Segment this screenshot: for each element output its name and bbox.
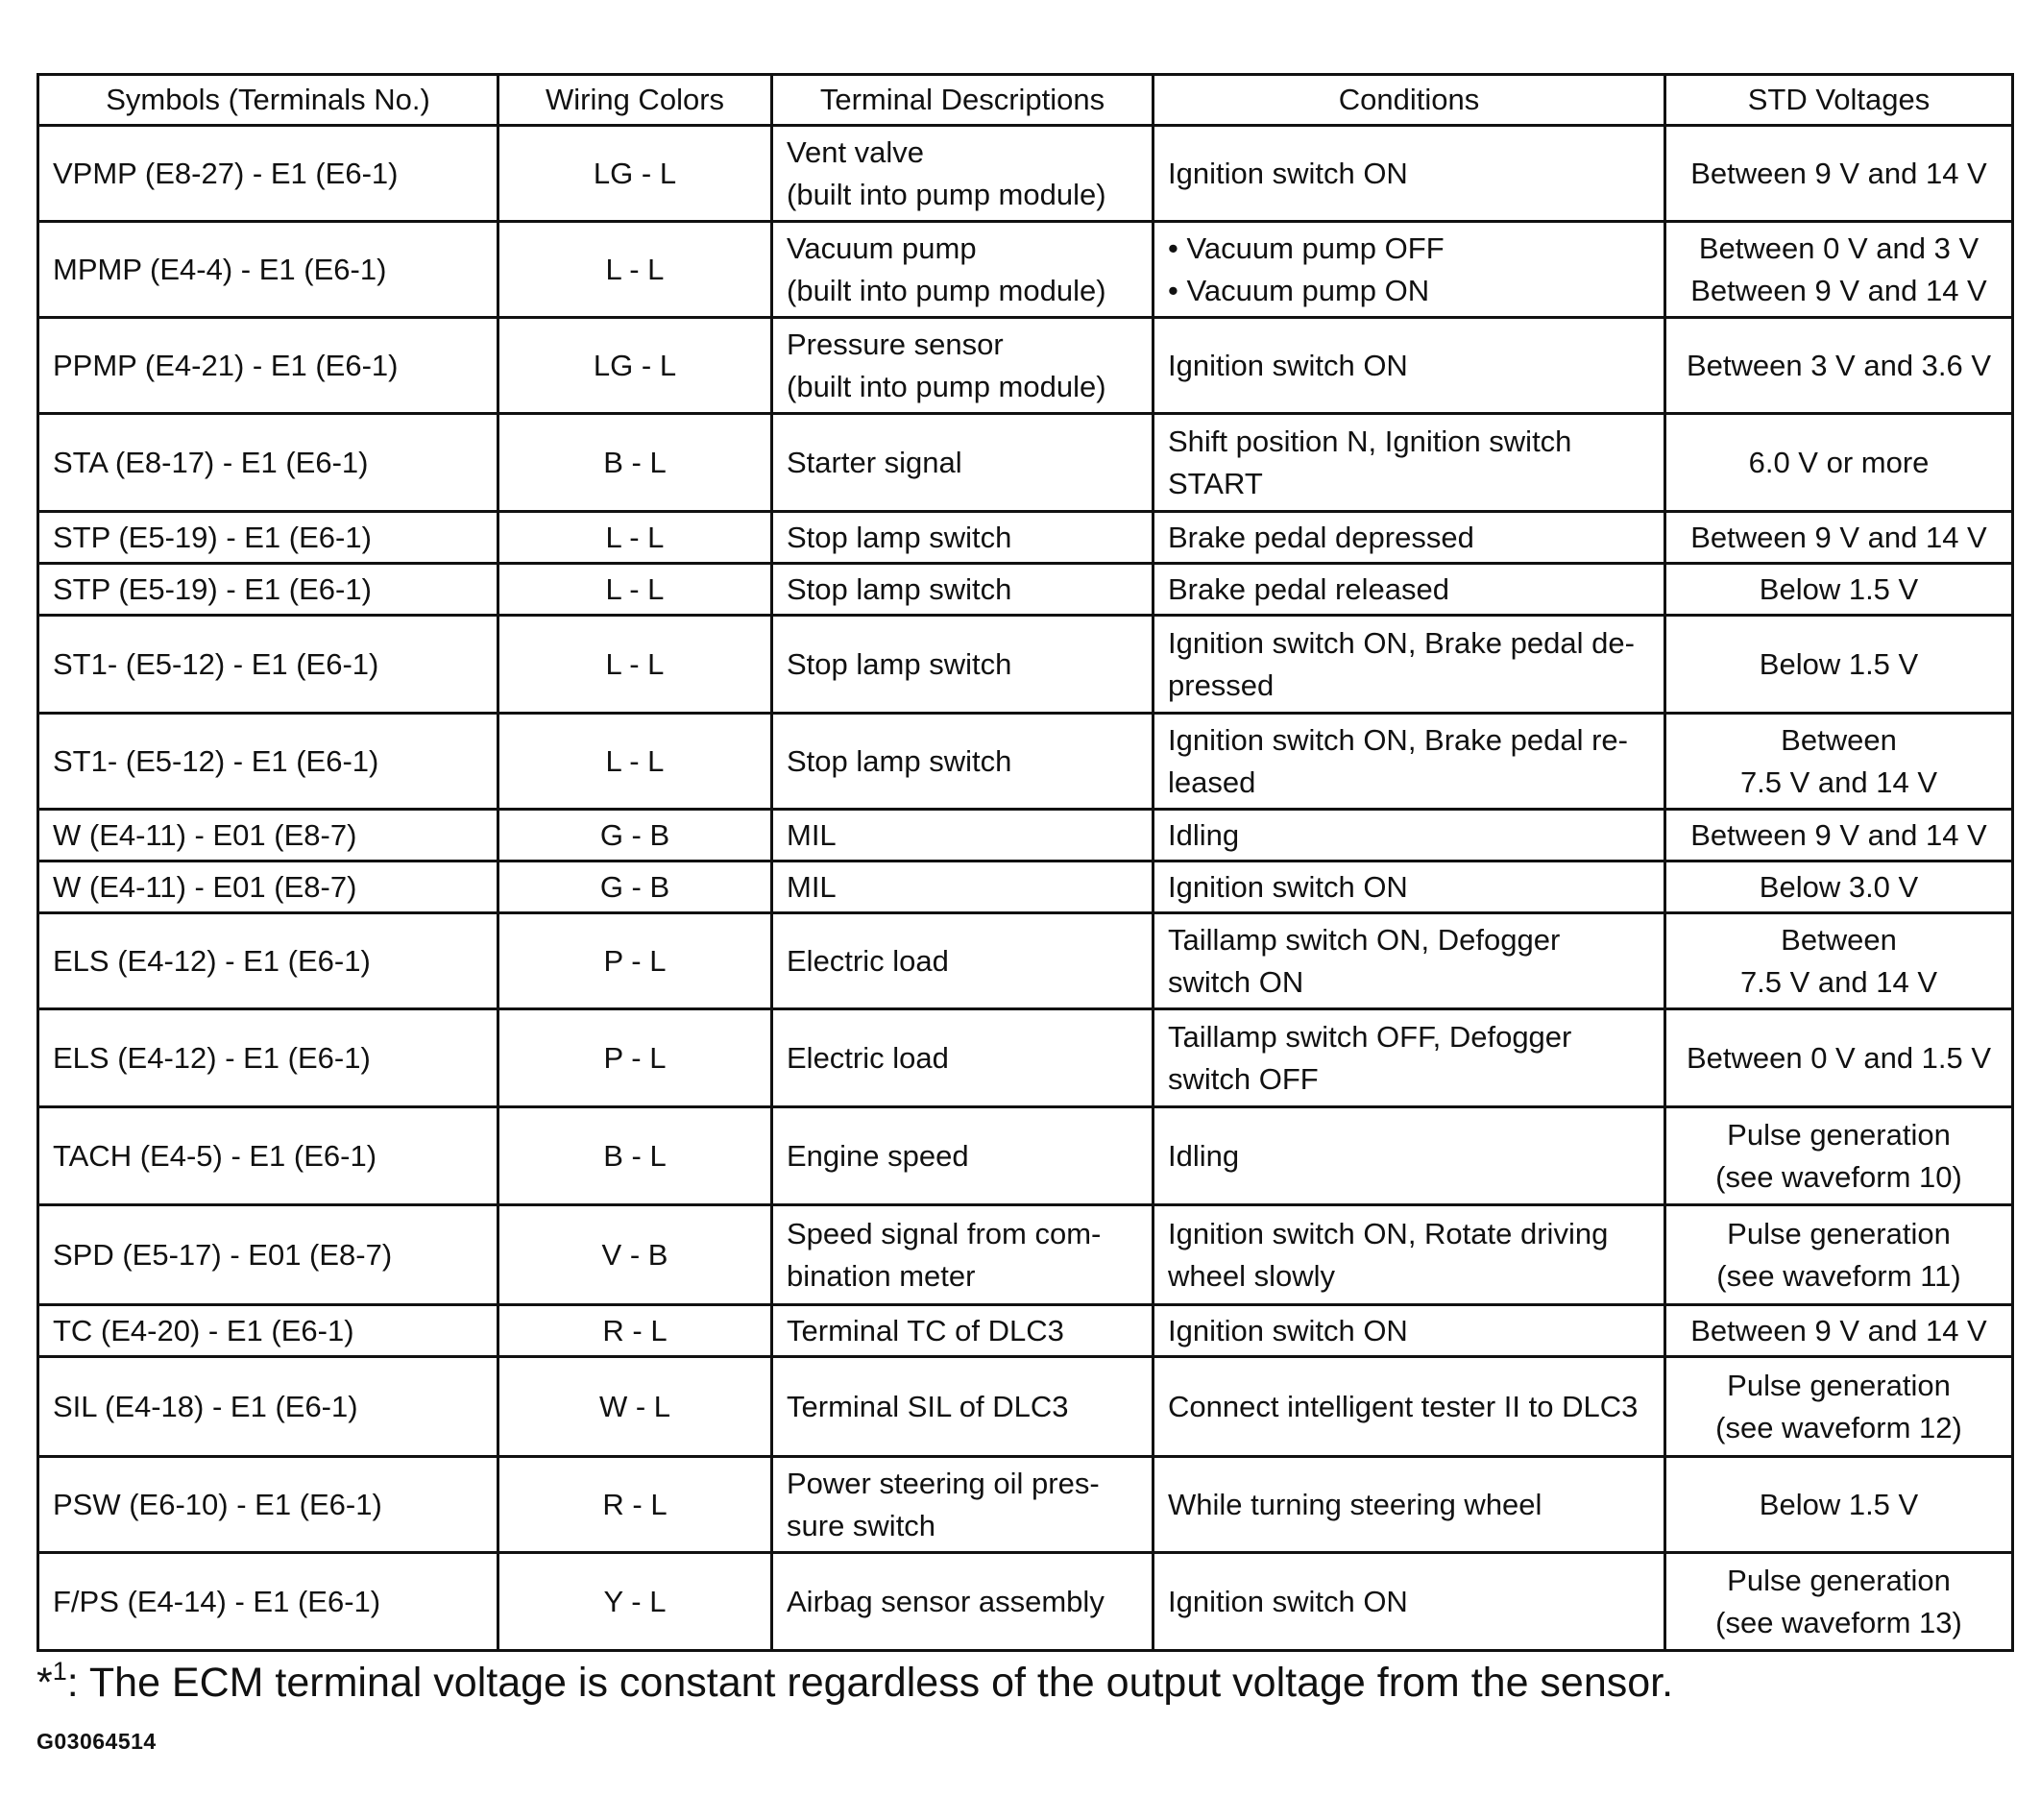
cell-std-voltage (1665, 1009, 2013, 1107)
cell-symbol: W (E4-11) - E01 (E8-7) (38, 861, 498, 913)
cell-wiring-color: L - L (498, 512, 772, 564)
cell-conditions (1154, 1305, 1665, 1357)
cell-description-line: Vacuum pump (787, 231, 977, 265)
cell-symbol: ST1- (E5-12) - E1 (E6-1) (38, 714, 498, 810)
cell-std-voltage-line: (see waveform 13) (1715, 1605, 1962, 1639)
cell-description (772, 714, 1154, 810)
cell-symbol: W (E4-11) - E01 (E8-7) (38, 810, 498, 861)
cell-conditions (1154, 810, 1665, 861)
cell-std-voltage-line: Between 0 V and 3 V (1698, 231, 1979, 265)
cell-std-voltage-line: Pulse generation (1727, 1368, 1951, 1402)
table-row (38, 913, 2013, 1009)
cell-conditions (1154, 222, 1665, 318)
cell-conditions (1154, 1553, 1665, 1651)
cell-std-voltage (1665, 222, 2013, 318)
cell-conditions-line: Ignition switch ON, Brake pedal re- (1168, 722, 1628, 757)
cell-description-line: Terminal SIL of DLC3 (787, 1389, 1069, 1423)
cell-std-voltage-line: Between 9 V and 14 V (1690, 520, 1987, 554)
cell-symbol: F/PS (E4-14) - E1 (E6-1) (38, 1553, 498, 1651)
cell-wiring-color: L - L (498, 222, 772, 318)
cell-description-line: Starter signal (787, 445, 962, 479)
cell-description-line: Stop lamp switch (787, 743, 1012, 778)
cell-description-line: bination meter (787, 1258, 976, 1293)
cell-wiring-color: LG - L (498, 126, 772, 222)
cell-description (772, 1205, 1154, 1305)
cell-std-voltage (1665, 512, 2013, 564)
cell-conditions-line: Shift position N, Ignition switch (1168, 424, 1572, 458)
cell-description-line: Pressure sensor (787, 327, 1004, 361)
cell-conditions-line: Brake pedal released (1168, 571, 1449, 606)
footnote-mark: * (36, 1660, 53, 1706)
cell-std-voltage (1665, 616, 2013, 714)
cell-conditions (1154, 1205, 1665, 1305)
cell-description-line: (built into pump module) (787, 273, 1106, 307)
cell-wiring-color: R - L (498, 1457, 772, 1553)
cell-symbol: TACH (E4-5) - E1 (E6-1) (38, 1107, 498, 1205)
table-header-row (38, 75, 2013, 126)
cell-description (772, 1457, 1154, 1553)
table-row (38, 1305, 2013, 1357)
cell-conditions-line: Ignition switch ON (1168, 348, 1408, 382)
cell-symbol: STP (E5-19) - E1 (E6-1) (38, 564, 498, 616)
header-terminal-descriptions: Terminal Descriptions (772, 75, 1154, 126)
cell-description-line: MIL (787, 817, 837, 852)
cell-std-voltage-line: Between (1781, 922, 1897, 957)
table-row (38, 1107, 2013, 1205)
cell-symbol: STP (E5-19) - E1 (E6-1) (38, 512, 498, 564)
cell-conditions-line: Ignition switch ON, Brake pedal de- (1168, 625, 1635, 660)
cell-std-voltage-line: 7.5 V and 14 V (1739, 964, 1938, 999)
cell-description-line: Electric load (787, 1040, 949, 1075)
cell-conditions-line: START (1168, 466, 1263, 500)
table-row (38, 1553, 2013, 1651)
cell-description-line: Speed signal from com- (787, 1216, 1102, 1250)
cell-description-line: (built into pump module) (787, 177, 1106, 211)
cell-conditions (1154, 714, 1665, 810)
cell-wiring-color: R - L (498, 1305, 772, 1357)
cell-std-voltage (1665, 318, 2013, 414)
cell-conditions-line: switch ON (1168, 964, 1304, 999)
cell-conditions-line: wheel slowly (1168, 1258, 1336, 1293)
cell-std-voltage-line: Below 1.5 V (1759, 1487, 1919, 1521)
header-wiring-colors: Wiring Colors (498, 75, 772, 126)
table-row (38, 1457, 2013, 1553)
cell-description-line: (built into pump module) (787, 369, 1106, 403)
cell-conditions-line: Ignition switch ON (1168, 1313, 1408, 1347)
cell-std-voltage-line: Between 0 V and 1.5 V (1686, 1040, 1992, 1075)
cell-conditions (1154, 1009, 1665, 1107)
cell-conditions-line: Connect intelligent tester II to DLC3 (1168, 1389, 1639, 1423)
cell-std-voltage-line: 7.5 V and 14 V (1739, 764, 1938, 799)
cell-conditions-line: leased (1168, 764, 1256, 799)
cell-std-voltage-line: (see waveform 11) (1716, 1258, 1961, 1293)
cell-description (772, 126, 1154, 222)
cell-wiring-color: B - L (498, 414, 772, 512)
cell-description-line: Electric load (787, 943, 949, 978)
cell-symbol: MPMP (E4-4) - E1 (E6-1) (38, 222, 498, 318)
cell-symbol: VPMP (E8-27) - E1 (E6-1) (38, 126, 498, 222)
cell-symbol: ST1- (E5-12) - E1 (E6-1) (38, 616, 498, 714)
cell-std-voltage (1665, 714, 2013, 810)
cell-std-voltage-line: Between 9 V and 14 V (1690, 817, 1987, 852)
cell-std-voltage (1665, 1205, 2013, 1305)
cell-std-voltage-line: Between (1781, 722, 1897, 757)
cell-description-line: Stop lamp switch (787, 571, 1012, 606)
cell-wiring-color: G - B (498, 861, 772, 913)
cell-description-line: Stop lamp switch (787, 646, 1012, 681)
header-std-voltages: STD Voltages (1665, 75, 2013, 126)
cell-wiring-color: B - L (498, 1107, 772, 1205)
cell-conditions (1154, 564, 1665, 616)
cell-std-voltage (1665, 564, 2013, 616)
cell-symbol: TC (E4-20) - E1 (E6-1) (38, 1305, 498, 1357)
cell-wiring-color: L - L (498, 564, 772, 616)
header-conditions: Conditions (1154, 75, 1665, 126)
cell-symbol: PPMP (E4-21) - E1 (E6-1) (38, 318, 498, 414)
cell-conditions (1154, 1457, 1665, 1553)
cell-std-voltage-line: Pulse generation (1727, 1563, 1951, 1597)
cell-conditions-line: While turning steering wheel (1168, 1487, 1542, 1521)
cell-std-voltage (1665, 913, 2013, 1009)
footnote-text: : The ECM terminal voltage is constant regardless of the output voltage from the sensor. (66, 1660, 1674, 1706)
table-row (38, 714, 2013, 810)
cell-description (772, 512, 1154, 564)
cell-description (772, 1305, 1154, 1357)
table-row (38, 512, 2013, 564)
cell-conditions-line: • Vacuum pump OFF (1168, 231, 1445, 265)
cell-description-line: MIL (787, 869, 837, 904)
cell-symbol: ELS (E4-12) - E1 (E6-1) (38, 913, 498, 1009)
header-symbols: Symbols (Terminals No.) (38, 75, 498, 126)
footnote-number: 1 (52, 1657, 67, 1686)
cell-conditions (1154, 512, 1665, 564)
cell-conditions-line: Ignition switch ON, Rotate driving (1168, 1216, 1609, 1250)
cell-wiring-color: L - L (498, 714, 772, 810)
cell-conditions-line: pressed (1168, 667, 1275, 702)
cell-std-voltage-line: Below 1.5 V (1759, 646, 1919, 681)
cell-std-voltage (1665, 1457, 2013, 1553)
table-row (38, 126, 2013, 222)
cell-std-voltage (1665, 126, 2013, 222)
cell-std-voltage-line: 6.0 V or more (1748, 445, 1930, 479)
table-row (38, 1009, 2013, 1107)
cell-std-voltage-line: Pulse generation (1727, 1216, 1951, 1250)
cell-symbol: ELS (E4-12) - E1 (E6-1) (38, 1009, 498, 1107)
table-row (38, 222, 2013, 318)
cell-wiring-color: G - B (498, 810, 772, 861)
cell-conditions (1154, 414, 1665, 512)
cell-std-voltage-line: Below 1.5 V (1759, 571, 1919, 606)
cell-std-voltage (1665, 861, 2013, 913)
cell-std-voltage-line: Between 9 V and 14 V (1690, 1313, 1987, 1347)
cell-conditions (1154, 126, 1665, 222)
table-row (38, 616, 2013, 714)
cell-description (772, 913, 1154, 1009)
cell-wiring-color: V - B (498, 1205, 772, 1305)
cell-conditions-line: Taillamp switch ON, Defogger (1168, 922, 1561, 957)
cell-description (772, 1357, 1154, 1457)
cell-std-voltage-line: (see waveform 12) (1715, 1410, 1962, 1444)
footnote (36, 1657, 1673, 1707)
cell-wiring-color: P - L (498, 1009, 772, 1107)
cell-description-line: Engine speed (787, 1138, 969, 1173)
figure-id: G03064514 (36, 1729, 157, 1754)
cell-std-voltage (1665, 1357, 2013, 1457)
cell-description-line: Airbag sensor assembly (787, 1584, 1105, 1618)
cell-conditions (1154, 1107, 1665, 1205)
cell-std-voltage (1665, 810, 2013, 861)
cell-description (772, 616, 1154, 714)
cell-std-voltage-line: Pulse generation (1727, 1117, 1951, 1152)
cell-description (772, 1553, 1154, 1651)
table-row (38, 318, 2013, 414)
table-row (38, 861, 2013, 913)
table-row (38, 810, 2013, 861)
terminal-voltage-table (36, 73, 2014, 1652)
cell-conditions (1154, 1357, 1665, 1457)
cell-std-voltage-line: (see waveform 10) (1715, 1159, 1962, 1194)
table-row (38, 564, 2013, 616)
cell-description (772, 1107, 1154, 1205)
cell-conditions (1154, 913, 1665, 1009)
cell-std-voltage (1665, 1553, 2013, 1651)
cell-conditions-line: • Vacuum pump ON (1168, 273, 1430, 307)
cell-conditions (1154, 861, 1665, 913)
cell-std-voltage-line: Between 9 V and 14 V (1690, 156, 1987, 190)
cell-std-voltage-line: Between 9 V and 14 V (1690, 273, 1987, 307)
table-row (38, 1357, 2013, 1457)
cell-description (772, 564, 1154, 616)
cell-symbol: PSW (E6-10) - E1 (E6-1) (38, 1457, 498, 1553)
cell-description (772, 222, 1154, 318)
cell-wiring-color: W - L (498, 1357, 772, 1457)
cell-std-voltage-line: Between 3 V and 3.6 V (1686, 348, 1992, 382)
cell-description (772, 1009, 1154, 1107)
cell-symbol: SIL (E4-18) - E1 (E6-1) (38, 1357, 498, 1457)
cell-symbol: SPD (E5-17) - E01 (E8-7) (38, 1205, 498, 1305)
table-row (38, 414, 2013, 512)
cell-description-line: Power steering oil pres- (787, 1466, 1100, 1500)
cell-description-line: sure switch (787, 1508, 936, 1542)
cell-std-voltage-line: Below 3.0 V (1759, 869, 1919, 904)
cell-wiring-color: LG - L (498, 318, 772, 414)
cell-conditions-line: Idling (1168, 1138, 1240, 1173)
cell-description-line: Stop lamp switch (787, 520, 1012, 554)
cell-wiring-color: Y - L (498, 1553, 772, 1651)
cell-description-line: Vent valve (787, 134, 925, 169)
cell-description (772, 810, 1154, 861)
cell-description (772, 318, 1154, 414)
cell-description (772, 861, 1154, 913)
cell-conditions-line: switch OFF (1168, 1061, 1319, 1096)
cell-symbol: STA (E8-17) - E1 (E6-1) (38, 414, 498, 512)
cell-wiring-color: L - L (498, 616, 772, 714)
cell-conditions-line: Taillamp switch OFF, Defogger (1168, 1019, 1572, 1054)
cell-conditions (1154, 616, 1665, 714)
cell-conditions-line: Idling (1168, 817, 1240, 852)
cell-description (772, 414, 1154, 512)
table-row (38, 1205, 2013, 1305)
cell-conditions-line: Ignition switch ON (1168, 156, 1408, 190)
cell-conditions-line: Ignition switch ON (1168, 869, 1408, 904)
cell-conditions-line: Ignition switch ON (1168, 1584, 1408, 1618)
cell-std-voltage (1665, 414, 2013, 512)
cell-std-voltage (1665, 1107, 2013, 1205)
cell-description-line: Terminal TC of DLC3 (787, 1313, 1064, 1347)
cell-conditions (1154, 318, 1665, 414)
cell-std-voltage (1665, 1305, 2013, 1357)
cell-wiring-color: P - L (498, 913, 772, 1009)
cell-conditions-line: Brake pedal depressed (1168, 520, 1474, 554)
